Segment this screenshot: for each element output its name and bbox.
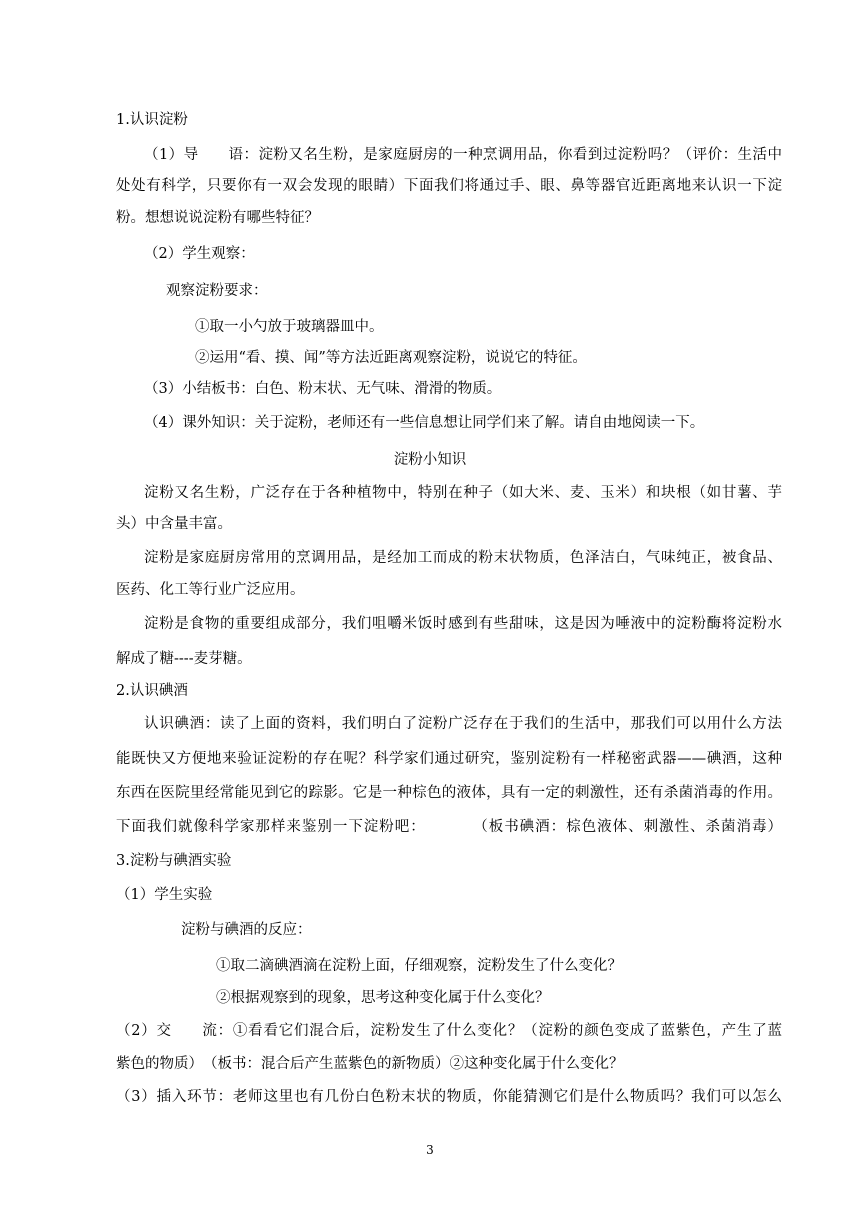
observe-step-1: ①取一小勺放于玻璃器皿中。	[195, 319, 384, 335]
heading-3: 3.淀粉与碘酒实验	[116, 853, 232, 869]
iodine-line-3: 东西在医院里经常能见到它的踪影。它是一种棕色的液体，具有一定的刺激性，还有杀菌消毒的作用。	[116, 785, 782, 801]
exchange-line-1: （2）交 流：①看看它们混合后，淀粉发生了什么变化？（淀粉的颜色变成了蓝紫色，产生了蓝	[116, 1023, 782, 1039]
page-number: 3	[426, 1143, 434, 1157]
paragraph-1-line-1: （1）导 语：淀粉又名生粉，是家庭厨房的一种烹调用品，你看到过淀粉吗？（评价：生活中	[144, 147, 782, 163]
extra-knowledge: （4）课外知识：关于淀粉，老师还有一些信息想让同学们来了解。请自由地阅读一下。	[144, 415, 705, 431]
exchange-line-2: 紫色的物质） （板书：混合后产生蓝紫色的新物质）②这种变化属于什么变化？	[116, 1056, 624, 1072]
subheading-observe: （2）学生观察：	[144, 246, 255, 262]
knowledge-title: 淀粉小知识	[393, 452, 467, 468]
knowledge-2-line-2: 医药、化工等行业广泛应用。	[116, 582, 305, 598]
iodine-line-1: 认识碘酒：读了上面的资料，我们明白了淀粉广泛存在于我们的生活中，那我们可以用什么方法	[144, 716, 782, 732]
reaction-title: 淀粉与碘酒的反应：	[181, 922, 312, 938]
insert-line-1: （3）插入环节：老师这里也有几份白色粉末状的物质，你能猜测它们是什么物质吗？我们可以怎么	[116, 1089, 782, 1105]
iodine-line-2: 能既快又方便地来验证淀粉的存在呢？科学家们通过研究，鉴别淀粉有一样秘密武器——碘酒，这种	[116, 751, 782, 767]
knowledge-3-line-2: 解成了糖----麦芽糖。	[116, 651, 252, 667]
paragraph-1-line-2: 处处有科学，只要你有一双会发现的眼睛）下面我们将通过手、眼、鼻等器官近距离地来认识一下淀	[116, 178, 782, 194]
reaction-step-2: ②根据观察到的现象，思考这种变化属于什么变化？	[216, 990, 550, 1006]
knowledge-2-line-1: 淀粉是家庭厨房常用的烹调用品，是经加工而成的粉末状物质，色泽洁白，气味纯正，被食品、	[144, 550, 782, 566]
observe-step-2: ②运用“看、摸、闻”等方法近距离观察淀粉，说说它的特征。	[195, 350, 587, 366]
iodine-line-4: 下面我们就像科学家那样来鉴别一下淀粉吧： （板书碘酒：棕色液体、刺激性、杀菌消毒）	[116, 819, 782, 835]
observe-requirements: 观察淀粉要求：	[166, 283, 268, 299]
heading-1: 1.认识淀粉	[116, 112, 188, 128]
knowledge-1-line-1: 淀粉又名生粉，广泛存在于各种植物中，特别在种子（如大米、麦、玉米）和块根（如甘薯、芋	[144, 485, 782, 501]
reaction-step-1: ①取二滴碘酒滴在淀粉上面，仔细观察，淀粉发生了什么变化？	[216, 958, 622, 974]
knowledge-1-line-2: 头）中含量丰富。	[116, 516, 232, 532]
heading-2: 2.认识碘酒	[116, 683, 188, 699]
paragraph-1-line-3: 粉。想想说说淀粉有哪些特征？	[116, 210, 319, 226]
experiment-subheading: （1）学生实验	[116, 887, 213, 903]
knowledge-3-line-1: 淀粉是食物的重要组成部分，我们咀嚼米饭时感到有些甜味，这是因为唾液中的淀粉酶将淀粉水	[144, 616, 782, 632]
summary-board: （3）小结板书：白色、粉末状、无气味、滑滑的物质。	[144, 381, 502, 397]
